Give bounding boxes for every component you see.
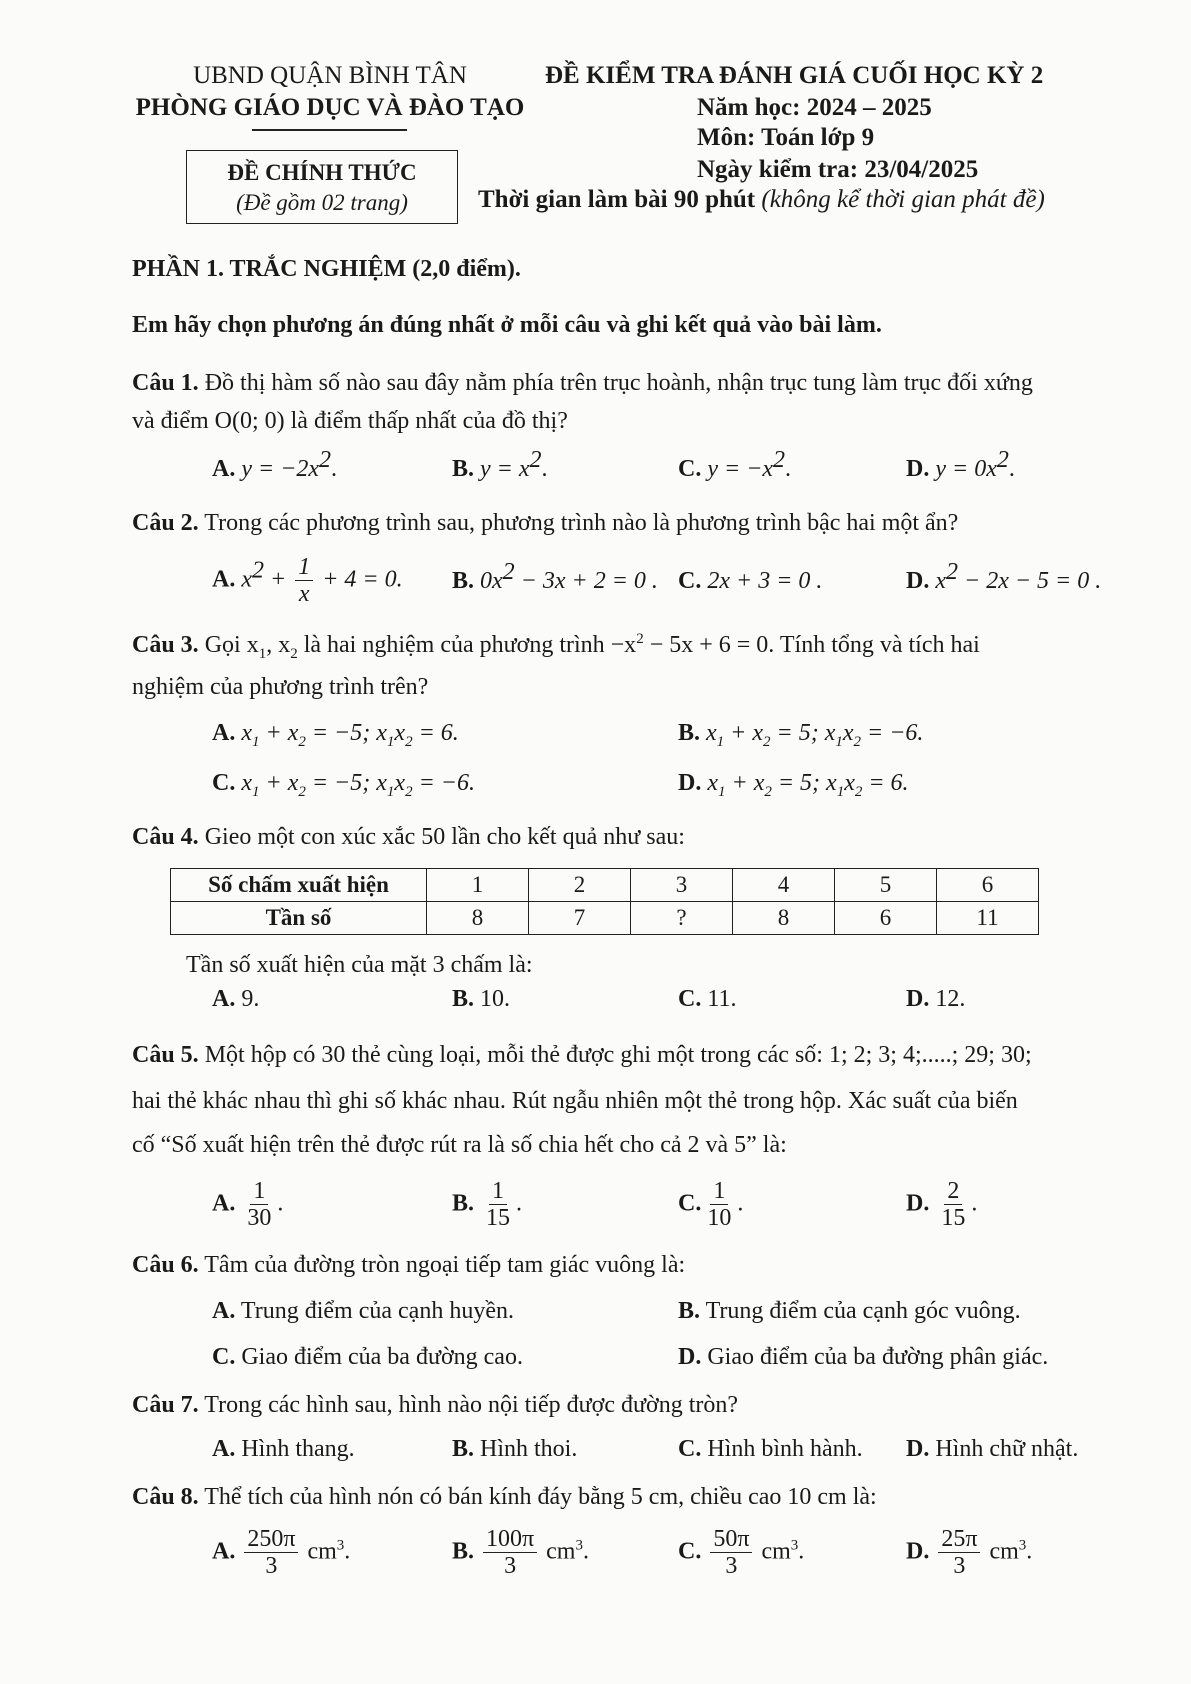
q2-text-body: Trong các phương trình sau, phương trình nào là phương trình bậc hai một ẩn?: [198, 510, 959, 536]
q3-d-x2: x: [753, 770, 765, 796]
q4-option-b: [452, 986, 510, 1013]
q3-a-s1: 1: [252, 733, 260, 750]
table-row: [171, 869, 1039, 902]
q3-sub1: 1: [258, 645, 267, 662]
q8-d-frac: [938, 1526, 980, 1580]
q5-c-letter: C.: [678, 1190, 702, 1217]
q3-d-prod: = 6.: [868, 770, 909, 796]
q3-d-s3: 1: [836, 783, 845, 800]
q4-label: Câu 4.: [132, 824, 199, 850]
q1-text1: Đồ thị hàm số nào sau đây nằm phía trên trục hoành, nhận trục tung làm trục đối xứng: [198, 370, 1033, 396]
q1-option-c: C. $y = -x^2$.: [678, 447, 792, 482]
q2-option-c: [678, 568, 822, 595]
q2-c-letter: C.: [678, 568, 702, 594]
q3-b-x1: x: [706, 720, 717, 746]
q5-option-a: [212, 1178, 283, 1232]
q3-c-x1: x: [241, 770, 252, 796]
q8-b-unit: cm: [546, 1538, 576, 1565]
q8-option-d: [906, 1526, 1032, 1580]
q8-option-b: [452, 1526, 589, 1580]
q5-option-b: [452, 1178, 522, 1232]
header-underline: [252, 129, 407, 131]
q3-c-plus: +: [259, 770, 288, 796]
q7-d-text: Hình chữ nhật.: [929, 1436, 1079, 1462]
frequency-table: [170, 868, 1039, 935]
q8-d-unit: cm: [989, 1538, 1019, 1565]
freq-cell: 8: [427, 902, 529, 935]
q8-a-dot: .: [344, 1538, 351, 1565]
q8-option-c: [678, 1526, 804, 1580]
q3-b-plus: +: [724, 720, 753, 746]
q4-text-body: Gieo một con xúc xắc 50 lần cho kết quả như sau:: [198, 824, 685, 850]
q5-d-letter: D.: [906, 1190, 930, 1217]
q3-d-x1: x: [707, 770, 718, 796]
face-cell: 6: [937, 869, 1039, 902]
q3-a-x2: x: [287, 720, 299, 746]
q4-d-letter: D.: [906, 986, 930, 1012]
q2-b-post: − 3x + 2 = 0 .: [514, 568, 658, 594]
q1-b-expr: y = x: [480, 456, 530, 482]
q8-b-num: 100π: [483, 1526, 537, 1553]
part1-instruction: Em hãy chọn phương án đúng nhất ở mỗi câu và ghi kết quả vào bài làm.: [132, 312, 882, 338]
q3-text1b: , x: [266, 632, 291, 658]
q5-c-den: 10: [707, 1205, 732, 1232]
q5-b-den: 15: [486, 1205, 511, 1232]
q8-a-unit: cm: [307, 1538, 337, 1565]
q5-text-line3: cố “Số xuất hiện trên thẻ được rút ra là số chia hết cho cả 2 và 5” là:: [132, 1132, 787, 1158]
q3-c-s3: 1: [386, 783, 395, 800]
q6-a-letter: A.: [212, 1298, 236, 1324]
q6-text-body: Tâm của đường tròn ngoại tiếp tam giác vuông là:: [198, 1252, 686, 1278]
q3-a-sum: = −5;: [311, 720, 371, 746]
q1-option-a: A. $y = -2x^2$.: [212, 447, 338, 482]
q1-c-letter: C.: [678, 456, 702, 482]
q8-d-dot: .: [1026, 1538, 1033, 1565]
q7-option-a: [212, 1436, 355, 1463]
q8-b-frac: [483, 1526, 537, 1580]
q7-option-b: [452, 1436, 577, 1463]
q8-c-cube: 3: [790, 1537, 799, 1554]
exam-title: ĐỀ KIỂM TRA ĐÁNH GIÁ CUỐI HỌC KỲ 2: [545, 62, 1044, 89]
q8-c-num: 50π: [710, 1526, 752, 1553]
q6-c-text: Giao điểm của ba đường cao.: [235, 1344, 523, 1370]
q3-b-letter: B.: [678, 720, 701, 746]
q6-d-letter: D.: [678, 1344, 702, 1370]
q3-option-d: [678, 770, 909, 800]
q6-b-text: Trung điểm của cạnh góc vuông.: [700, 1298, 1021, 1324]
face-cell: 5: [835, 869, 937, 902]
q2-d-expr: x: [935, 568, 946, 594]
q3-a-s3: 1: [386, 733, 395, 750]
q7-d-letter: D.: [906, 1436, 930, 1462]
q4-b-val: 10.: [474, 986, 511, 1012]
q1-text-line2: và điểm O(0; 0) là điểm thấp nhất của đồ thị?: [132, 408, 568, 434]
q2-b-sq: 2: [502, 559, 515, 585]
q6-option-d: [678, 1344, 1048, 1371]
q8-b-cube: 3: [575, 1537, 583, 1554]
q3-option-a: [212, 720, 459, 750]
q8-a-frac: [244, 1526, 298, 1580]
q5-d-num: 2: [944, 1178, 962, 1205]
face-cell: 2: [529, 869, 631, 902]
q1-b-letter: B.: [452, 456, 475, 482]
duration-note: (không kể thời gian phát đề): [761, 186, 1045, 213]
part1-title: PHẦN 1. TRẮC NGHIỆM (2,0 điểm).: [132, 256, 521, 282]
q2-a-num: 1: [295, 554, 313, 581]
q8-c-dot: .: [798, 1538, 805, 1565]
freq-cell: 8: [733, 902, 835, 935]
q3-a-letter: A.: [212, 720, 236, 746]
office-name: PHÒNG GIÁO DỤC VÀ ĐÀO TẠO: [135, 94, 525, 121]
q5-b-frac: [483, 1178, 513, 1232]
q5-text-line2: hai thẻ khác nhau thì ghi số khác nhau. Rút ngẫu nhiên một thẻ trong hộp. Xác suất của biến: [132, 1088, 1018, 1114]
school-year: Năm học: 2024 – 2025: [697, 94, 932, 121]
q3-b-sum: = 5;: [776, 720, 819, 746]
q5-d-dot: .: [971, 1190, 978, 1217]
q3-a-prod: = 6.: [418, 720, 459, 746]
q4-option-a: [212, 986, 259, 1013]
row1-header: Số chấm xuất hiện: [171, 869, 427, 902]
q3-c-letter: C.: [212, 770, 236, 796]
duration: [478, 186, 1045, 214]
q2-a-plus: +: [264, 566, 293, 593]
q7-a-letter: A.: [212, 1436, 236, 1462]
q5-b-letter: B.: [452, 1190, 475, 1217]
q2-c-expr: 2x + 3 = 0 .: [707, 568, 823, 594]
q3-d-sum: = 5;: [777, 770, 821, 796]
q3-c-sum: = −5;: [311, 770, 371, 796]
q2-a-sq: 2: [252, 557, 264, 584]
q6-c-letter: C.: [212, 1344, 236, 1370]
q3-sq: 2: [636, 631, 644, 647]
q8-b-letter: B.: [452, 1538, 475, 1565]
q3-c-s4: 2: [405, 783, 413, 800]
freq-cell: ?: [631, 902, 733, 935]
q1-a-expr: y = −2x: [241, 456, 320, 482]
q3-text-line1: [132, 630, 980, 660]
q3-a-s2: 2: [298, 733, 306, 750]
q1-option-d: D. $y = 0x^2$.: [906, 447, 1015, 482]
q6-option-a: [212, 1298, 514, 1325]
q4-b-letter: B.: [452, 986, 475, 1012]
q6-a-text: Trung điểm của cạnh huyền.: [235, 1298, 514, 1324]
q3-a-s4: 2: [405, 733, 413, 750]
q3-d-x4: x: [844, 770, 855, 796]
q3-d-s4: 2: [854, 783, 863, 800]
q8-c-frac: [710, 1526, 752, 1580]
q3-b-s4: 2: [853, 733, 862, 750]
q7-a-text: Hình thang.: [235, 1436, 355, 1462]
q2-text: [132, 508, 958, 538]
q8-b-dot: .: [582, 1538, 589, 1565]
q5-option-c: [678, 1178, 743, 1232]
q2-b-letter: B.: [452, 568, 475, 594]
q5-a-frac: [244, 1178, 274, 1232]
q2-d-post: − 2x − 5 = 0 .: [958, 568, 1102, 594]
q3-d-x3: x: [826, 770, 837, 796]
q4-c-letter: C.: [678, 986, 702, 1012]
q1-b-sq: 2: [529, 447, 542, 473]
face-cell: 1: [427, 869, 529, 902]
q6-b-letter: B.: [678, 1298, 701, 1324]
face-cell: 3: [631, 869, 733, 902]
q3-a-plus: +: [259, 720, 288, 746]
q3-a-x4: x: [394, 720, 406, 746]
q3-b-s3: 1: [835, 733, 843, 750]
q8-a-den: 3: [265, 1553, 278, 1580]
q3-b-s2: 2: [763, 733, 771, 750]
q2-label: Câu 2.: [132, 510, 199, 536]
q3-d-s2: 2: [764, 783, 772, 800]
q3-b-prod: = −6.: [867, 720, 924, 746]
q4-option-c: [678, 986, 736, 1013]
q7-text-body: Trong các hình sau, hình nào nội tiếp được đường tròn?: [198, 1392, 739, 1418]
q4-d-val: 12.: [929, 986, 966, 1012]
q4-c-val: 11.: [701, 986, 737, 1012]
q1-c-expr: y = −x: [707, 456, 774, 482]
q3-c-x4: x: [394, 770, 406, 796]
q2-option-d: [906, 559, 1102, 595]
q8-text-body: Thể tích của hình nón có bán kính đáy bằng 5 cm, chiều cao 10 cm là:: [198, 1484, 877, 1510]
row2-header: Tần số: [171, 902, 427, 935]
q2-a-x: x: [241, 566, 252, 593]
q7-c-text: Hình bình hành.: [701, 1436, 863, 1462]
q3-label: Câu 3.: [132, 632, 199, 658]
q3-c-x3: x: [376, 770, 387, 796]
q1-d-letter: D.: [906, 456, 930, 482]
q3-text1c: là hai nghiệm của phương trình −x: [297, 632, 637, 658]
q3-b-x3: x: [824, 720, 836, 746]
q1-c-sq: 2: [773, 447, 786, 473]
q5-label: Câu 5.: [132, 1042, 199, 1068]
q8-label: Câu 8.: [132, 1484, 199, 1510]
q8-c-unit: cm: [761, 1538, 791, 1565]
q5-d-den: 15: [941, 1205, 966, 1232]
freq-cell: 7: [529, 902, 631, 935]
q7-b-text: Hình thoi.: [474, 1436, 578, 1462]
freq-cell: 11: [937, 902, 1039, 935]
q8-d-den: 3: [953, 1553, 966, 1580]
official-exam-label: ĐỀ CHÍNH THỨC: [227, 160, 417, 185]
q2-a-post: + 4 = 0.: [316, 566, 403, 593]
q8-d-cube: 3: [1018, 1537, 1027, 1554]
q7-b-letter: B.: [452, 1436, 475, 1462]
q8-b-den: 3: [504, 1553, 517, 1580]
exam-date: Ngày kiểm tra: 23/04/2025: [697, 156, 979, 183]
subject: Môn: Toán lớp 9: [697, 124, 875, 151]
q3-d-s1: 1: [718, 783, 726, 800]
q5-d-frac: [938, 1178, 968, 1232]
q1-d-expr: y = 0x: [935, 456, 997, 482]
q8-c-den: 3: [725, 1553, 738, 1580]
q6-option-c: [212, 1344, 523, 1371]
q3-c-prod: = −6.: [418, 770, 475, 796]
q8-a-cube: 3: [336, 1537, 345, 1554]
q2-a-den: x: [298, 581, 310, 608]
q1-text-line1: [132, 368, 1033, 398]
q4-a-val: 9.: [235, 986, 260, 1012]
q5-text1: Một hộp có 30 thẻ cùng loại, mỗi thẻ được ghi một trong các số: 1; 2; 3; 4;.....; 29; 30;: [198, 1042, 1032, 1068]
q8-text: [132, 1482, 877, 1512]
q4-question: Tần số xuất hiện của mặt 3 chấm là:: [186, 952, 533, 978]
q1-a-sq: 2: [319, 447, 332, 473]
q2-a-frac: [295, 554, 313, 608]
q3-sub2: 2: [290, 645, 298, 662]
q3-d-letter: D.: [678, 770, 702, 796]
q8-c-letter: C.: [678, 1538, 702, 1565]
q6-label: Câu 6.: [132, 1252, 199, 1278]
q5-c-num: 1: [710, 1178, 728, 1205]
q4-text: [132, 822, 685, 852]
table-row: [171, 902, 1039, 935]
q3-b-s1: 1: [716, 733, 725, 750]
q2-option-a: [212, 554, 403, 608]
q5-a-dot: .: [277, 1190, 284, 1217]
q5-b-dot: .: [516, 1190, 523, 1217]
q2-d-letter: D.: [906, 568, 930, 594]
q5-c-dot: .: [737, 1190, 744, 1217]
q5-b-num: 1: [489, 1178, 507, 1205]
q3-a-x1: x: [241, 720, 252, 746]
q6-option-b: [678, 1298, 1021, 1325]
q8-d-num: 25π: [938, 1526, 980, 1553]
q3-c-s1: 1: [252, 783, 260, 800]
q2-a-letter: A.: [212, 566, 236, 593]
q3-option-c: [212, 770, 475, 800]
q7-text: [132, 1390, 738, 1420]
q3-b-x4: x: [842, 720, 854, 746]
q3-text1a: Gọi x: [198, 632, 259, 658]
q4-a-letter: A.: [212, 986, 236, 1012]
q5-option-d: [906, 1178, 977, 1232]
q5-a-den: 30: [247, 1205, 272, 1232]
q1-option-b: B. $y = x^2$.: [452, 447, 548, 482]
q3-d-plus: +: [725, 770, 754, 796]
q2-option-b: [452, 559, 658, 595]
q7-option-d: [906, 1436, 1078, 1463]
q1-a-letter: A.: [212, 456, 236, 482]
q8-a-num: 250π: [244, 1526, 298, 1553]
department-name: UBND QUẬN BÌNH TÂN: [193, 62, 467, 89]
q3-text1d: − 5x + 6 = 0. Tính tổng và tích hai: [643, 632, 980, 658]
duration-main: Thời gian làm bài 90 phút: [478, 186, 756, 213]
q7-c-letter: C.: [678, 1436, 702, 1462]
q3-a-x3: x: [376, 720, 387, 746]
q5-a-letter: A.: [212, 1190, 236, 1217]
q3-text-line2: nghiệm của phương trình trên?: [132, 674, 429, 700]
face-cell: 4: [733, 869, 835, 902]
q4-option-d: [906, 986, 965, 1013]
q3-option-b: [678, 720, 924, 750]
q8-d-letter: D.: [906, 1538, 930, 1565]
q8-option-a: [212, 1526, 350, 1580]
q5-c-frac: [704, 1178, 734, 1232]
q7-option-c: [678, 1436, 863, 1463]
q1-d-sq: 2: [996, 447, 1009, 473]
q2-d-sq: 2: [946, 559, 958, 585]
q7-label: Câu 7.: [132, 1392, 199, 1418]
q2-b-expr: 0x: [480, 568, 503, 594]
q3-b-x2: x: [752, 720, 764, 746]
q3-c-x2: x: [287, 770, 299, 796]
q6-text: [132, 1250, 685, 1280]
freq-cell: 6: [835, 902, 937, 935]
q1-label: Câu 1.: [132, 370, 199, 396]
q8-a-letter: A.: [212, 1538, 236, 1565]
q6-d-text: Giao điểm của ba đường phân giác.: [701, 1344, 1049, 1370]
q3-c-s2: 2: [298, 783, 306, 800]
q5-text-line1: [132, 1040, 1032, 1070]
page-count-note: (Đề gồm 02 trang): [236, 190, 408, 215]
q5-a-num: 1: [250, 1178, 268, 1205]
